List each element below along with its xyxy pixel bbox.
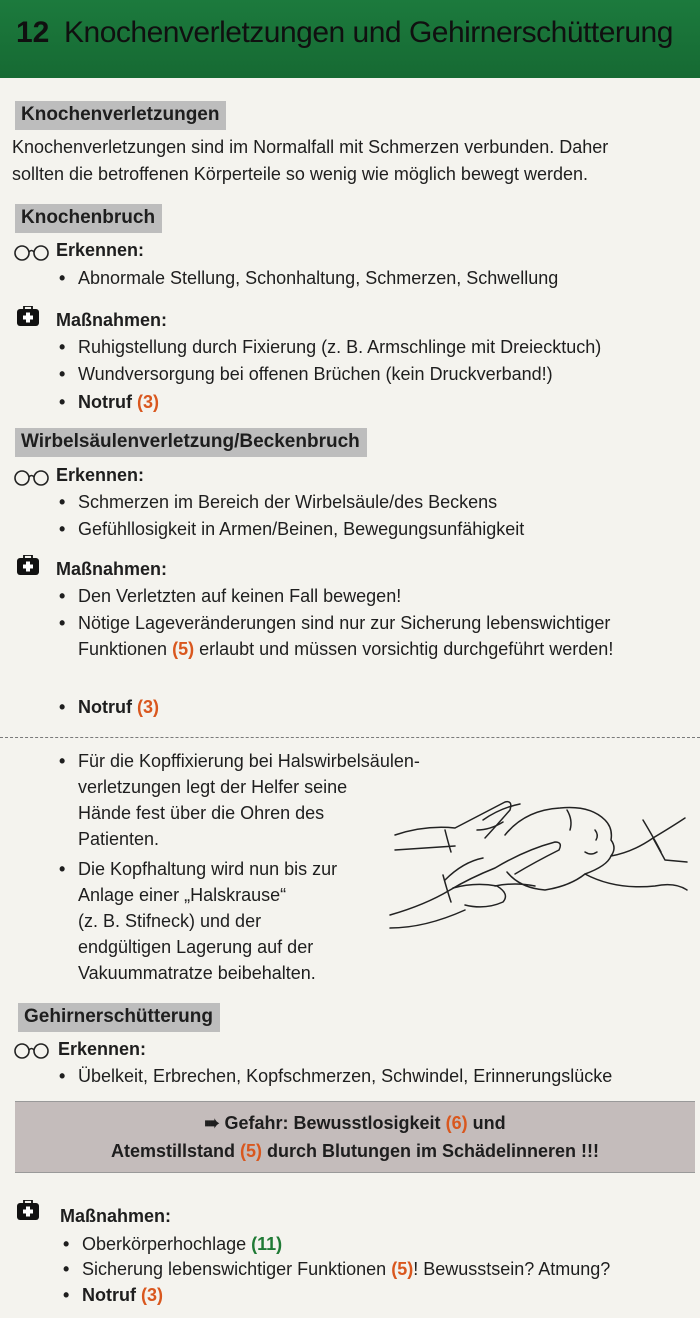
head-stabilization-illustration (385, 790, 695, 940)
list-item: • Schmerzen im Bereich der Wirbelsäule/des Beckens (59, 492, 498, 512)
first-aid-kit-icon (17, 1200, 39, 1220)
list-item: • Oberkörperhochlage (11) (63, 1234, 283, 1254)
glasses-icon (12, 1042, 52, 1060)
first-aid-kit-icon (17, 306, 39, 326)
list-item: • Nötige Lageveränderungen sind nur zur Sicherung lebenswichtiger (59, 613, 611, 633)
list-item: • Notruf (3) (63, 1285, 163, 1305)
arrow-icon: ➠ (204, 1113, 220, 1133)
erkennen-heading: Erkennen: (58, 1039, 147, 1059)
section-label-gehirn: Gehirnerschütterung (18, 1003, 220, 1032)
intro-line: Knochenverletzungen sind im Normalfall mit Schmerzen verbunden. Daher (12, 137, 609, 157)
page-title: Knochenverletzungen und Gehirnerschütterung (64, 16, 673, 49)
list-item: • Sicherung lebenswichtiger Funktionen (5)! Bewusstsein? Atmung? (63, 1259, 611, 1279)
list-item: • Für die Kopffixierung bei Halswirbelsäulen- verletzungen legt der Helfer seine Hände fest über die Ohren des Patienten. (59, 751, 420, 849)
intro-paragraph (12, 134, 692, 188)
list-item-continuation: Funktionen (5) erlaubt und müssen vorsichtig durchgeführt werden! (78, 639, 614, 659)
list-item: • Notruf (3) (59, 697, 159, 717)
fold-line (0, 737, 700, 738)
section-label-knochenbruch: Knochenbruch (15, 204, 162, 233)
list-item: • Abnormale Stellung, Schonhaltung, Schmerzen, Schwellung (59, 268, 559, 288)
warning-line: Atemstillstand (5) durch Blutungen im Schädelinneren !!! (110, 1141, 600, 1161)
page-header (0, 0, 700, 78)
massnahmen-heading: Maßnahmen: (56, 310, 168, 330)
warning-line: ➠ Gefahr: Bewusstlosigkeit (6) und (204, 1113, 506, 1133)
list-item: • Notruf (3) (59, 392, 159, 412)
list-item: • Gefühllosigkeit in Armen/Beinen, Bewegungsunfähigkeit (59, 519, 525, 539)
erkennen-heading: Erkennen: (56, 240, 145, 260)
massnahmen-heading: Maßnahmen: (60, 1206, 172, 1226)
list-item: • Die Kopfhaltung wird nun bis zur Anlage einer „Halskrause“ (z. B. Stifneck) und der endgültigen Lagerung auf der Vakuummatratze beibehalten. (59, 859, 338, 983)
list-item: • Ruhigstellung durch Fixierung (z. B. Armschlinge mit Dreiecktuch) (59, 337, 602, 357)
erkennen-heading: Erkennen: (56, 465, 145, 485)
section-label-knochenverletzungen: Knochenverletzungen (15, 101, 226, 130)
list-item: • Übelkeit, Erbrechen, Kopfschmerzen, Schwindel, Erinnerungslücke (59, 1066, 613, 1086)
list-item: • Wundversorgung bei offenen Brüchen (kein Druckverband!) (59, 364, 553, 384)
massnahmen-heading: Maßnahmen: (56, 559, 168, 579)
first-aid-kit-icon (17, 555, 39, 575)
intro-line: sollten die betroffenen Körperteile so wenig wie möglich bewegt werden. (12, 164, 589, 184)
glasses-icon (12, 469, 52, 487)
list-item: • Den Verletzten auf keinen Fall bewegen! (59, 586, 402, 606)
glasses-icon (12, 244, 52, 262)
page-number: 12 (16, 16, 50, 49)
danger-warning-box (15, 1101, 695, 1173)
section-label-wirbelsaeule: Wirbelsäulenverletzung/Beckenbruch (15, 428, 367, 457)
